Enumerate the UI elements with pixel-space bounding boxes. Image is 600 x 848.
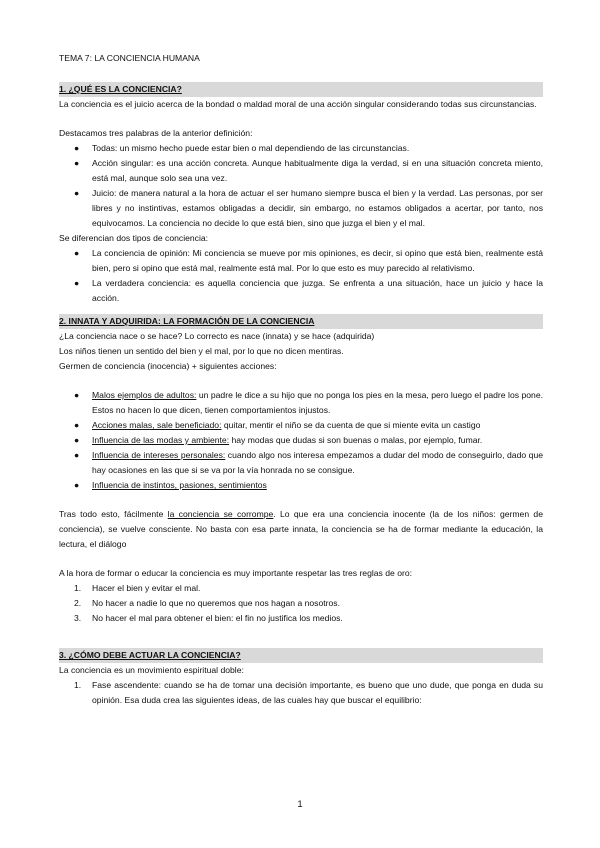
types-list	[59, 246, 543, 306]
corrupts-highlight: la conciencia se corrompe	[167, 509, 274, 519]
types-intro: Se diferencian dos tipos de conciencia:	[59, 233, 209, 243]
children-sense: Los niños tienen un sentido del bien y el mal, por lo que no dicen mentiras.	[59, 346, 344, 356]
bullet-icon: ●	[74, 480, 80, 490]
bullet-icon: ●	[74, 188, 80, 198]
section-2-heading: 2. INNATA Y ADQUIRIDA: LA FORMACIÓN DE LA CONCIENCIA	[59, 314, 543, 329]
document-title: TEMA 7: LA CONCIENCIA HUMANA	[59, 53, 200, 63]
section-1-heading: 1. ¿QUÉ ES LA CONCIENCIA?	[59, 82, 543, 97]
list-item: ● Acción singular: es una acción concreta. Aunque habitualmente diga la verdad, si en una situación concreta miento, está mal, aunque solo sea una vez.	[74, 158, 543, 183]
innate-question: ¿La conciencia nace o se hace? Lo correcto es nace (innata) y se hace (adquirida)	[59, 331, 375, 341]
list-item: 1. Fase ascendente: cuando se ha de tomar una decisión importante, es bueno que uno dude, que ponga en duda su opinión. Esa duda crea las siguientes ideas, de las cuales hay que buscar el equilibrio:	[74, 680, 543, 705]
list-item: ● La conciencia de opinión: Mi conciencia se mueve por mis opiniones, es decir, si opino que está bien, realmente está bien, pero si opino que está mal, realmente está mal. Por lo que esto es muy parecido al relativismo.	[74, 248, 543, 273]
list-item: ● Acciones malas, sale beneficiado: quitar, mentir el niño se da cuenta de que si miente evita un castigo	[59, 418, 543, 433]
list-item: 2. No hacer a nadie lo que no queremos que nos hagan a nosotros.	[74, 598, 340, 608]
movement-intro: La conciencia es un movimiento espiritual doble:	[59, 665, 244, 675]
list-item: ● Influencia de intereses personales: cuando algo nos interesa empezamos a dudar del modo de conseguirlo, dado que hay ocasiones en las que si se va por la vía honrada no se consigue.	[74, 450, 544, 475]
corruption-paragraph: Tras todo esto, fácilmente la conciencia se corrompe. Lo que era una conciencia inocente (la de los niños: germen de conciencia), se vuelve consciente. No basta con esa parte innata, la conciencia se ha de formar mediante la educación, la lectura, el diálogo	[59, 509, 543, 549]
document-body	[59, 51, 543, 708]
rules-intro: A la hora de formar o educar la conciencia es muy importante respetar las tres reglas de oro:	[59, 568, 412, 578]
rules-list	[59, 581, 543, 626]
bullet-icon: ●	[74, 158, 80, 168]
bullet-icon: ●	[74, 248, 80, 258]
bullet-icon: ●	[74, 278, 80, 288]
germ-line: Germen de conciencia (inocencia) + siguientes acciones:	[59, 361, 277, 371]
list-item: ● La verdadera conciencia: es aquella conciencia que juzga. Se enfrenta a una situación, hace un juicio y hace la acción.	[74, 278, 543, 303]
definition-text: La conciencia es el juicio acerca de la bondad o maldad moral de una acción singular considerando todas sus circunstancias.	[59, 99, 537, 109]
words-list	[59, 141, 543, 231]
bullet-icon: ●	[74, 450, 80, 460]
section-3-heading: 3. ¿CÓMO DEBE ACTUAR LA CONCIENCIA?	[59, 648, 543, 663]
list-item: ● Malos ejemplos de adultos: un padre le dice a su hijo que no ponga los pies en la mesa, pero luego el padre los pone. Estos no hacen lo que dicen, tienen comportamientos injustos.	[74, 390, 543, 415]
page-number: 1	[297, 799, 303, 810]
bullet-icon: ●	[74, 390, 80, 400]
words-intro: Destacamos tres palabras de la anterior definición:	[59, 128, 253, 138]
list-item: ● Todas: un mismo hecho puede estar bien o mal dependiendo de las circunstancias.	[59, 141, 543, 156]
list-item: 1. Hacer el bien y evitar el mal.	[74, 583, 201, 593]
bullet-icon: ●	[74, 143, 80, 153]
actions-list	[59, 388, 543, 493]
steps-list	[59, 678, 543, 708]
list-item: ● Influencia de instintos, pasiones, sentimientos	[59, 478, 543, 493]
bullet-icon: ●	[74, 435, 80, 445]
list-item: ● Juicio: de manera natural a la hora de actuar el ser humano siempre busca el bien y la verdad. Las personas, por ser libres y no instintivas, estamos obligadas a decidir, sin embargo, no estamos obligados a acertar, por tanto, nos equivocamos. La conciencia no decide lo que está bien, sino que juzga el bien y el mal.	[74, 188, 543, 228]
list-item: 3. No hacer el mal para obtener el bien: el fin no justifica los medios.	[74, 613, 343, 623]
list-item: ● Influencia de las modas y ambiente: hay modas que dudas si son buenas o malas, por ejemplo, fumar.	[59, 433, 543, 448]
bullet-icon: ●	[74, 420, 80, 430]
